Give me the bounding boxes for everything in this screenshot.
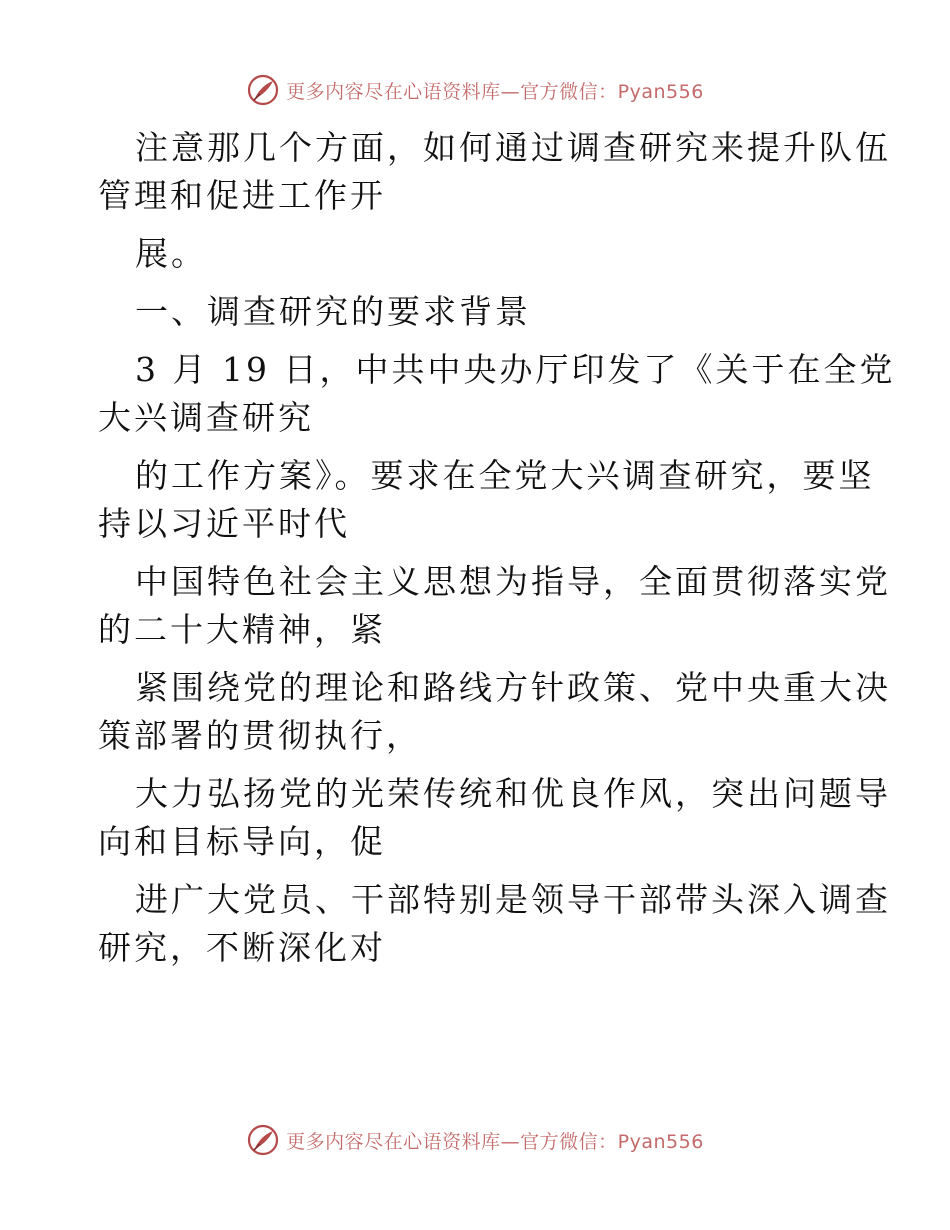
footer-watermark [0,1120,950,1160]
header-watermark [0,70,950,110]
body-line: 紧围绕党的理论和路线方针政策、党中央重大决 [135,668,891,707]
body-line: 大力弘扬党的光荣传统和优良作风，突出问题导 [135,774,891,813]
body-line: 的工作方案》。要求在全党大兴调查研究，要坚 [135,456,875,495]
body-line: 注意那几个方面，如何通过调查研究来提升队伍 [135,128,891,167]
body-line: 研究，不断深化对 [98,928,386,967]
body-line: 大兴调查研究 [98,398,314,437]
body-line: 管理和促进工作开 [98,176,386,215]
feather-pen-icon [246,1123,280,1157]
feather-pen-icon [246,73,280,107]
section-heading: 一、调查研究的要求背景 [135,292,531,331]
body-line: 进广大党员、干部特别是领导干部带头深入调查 [135,880,891,919]
watermark-text: 更多内容尽在心语资料库—官方微信：Pyan556 [286,80,704,103]
body-line: 向和目标导向，促 [98,822,386,861]
watermark-text: 更多内容尽在心语资料库—官方微信：Pyan556 [286,1130,704,1153]
document-body [98,124,896,972]
body-line: 展。 [135,234,207,273]
body-line: 3 月 19 日，中共中央办厅印发了《关于在全党 [135,350,896,389]
body-line: 持以习近平时代 [98,504,350,543]
body-line: 策部署的贯彻执行， [98,716,422,755]
body-line: 中国特色社会主义思想为指导，全面贯彻落实党 [135,562,891,601]
body-line: 的二十大精神，紧 [98,610,386,649]
